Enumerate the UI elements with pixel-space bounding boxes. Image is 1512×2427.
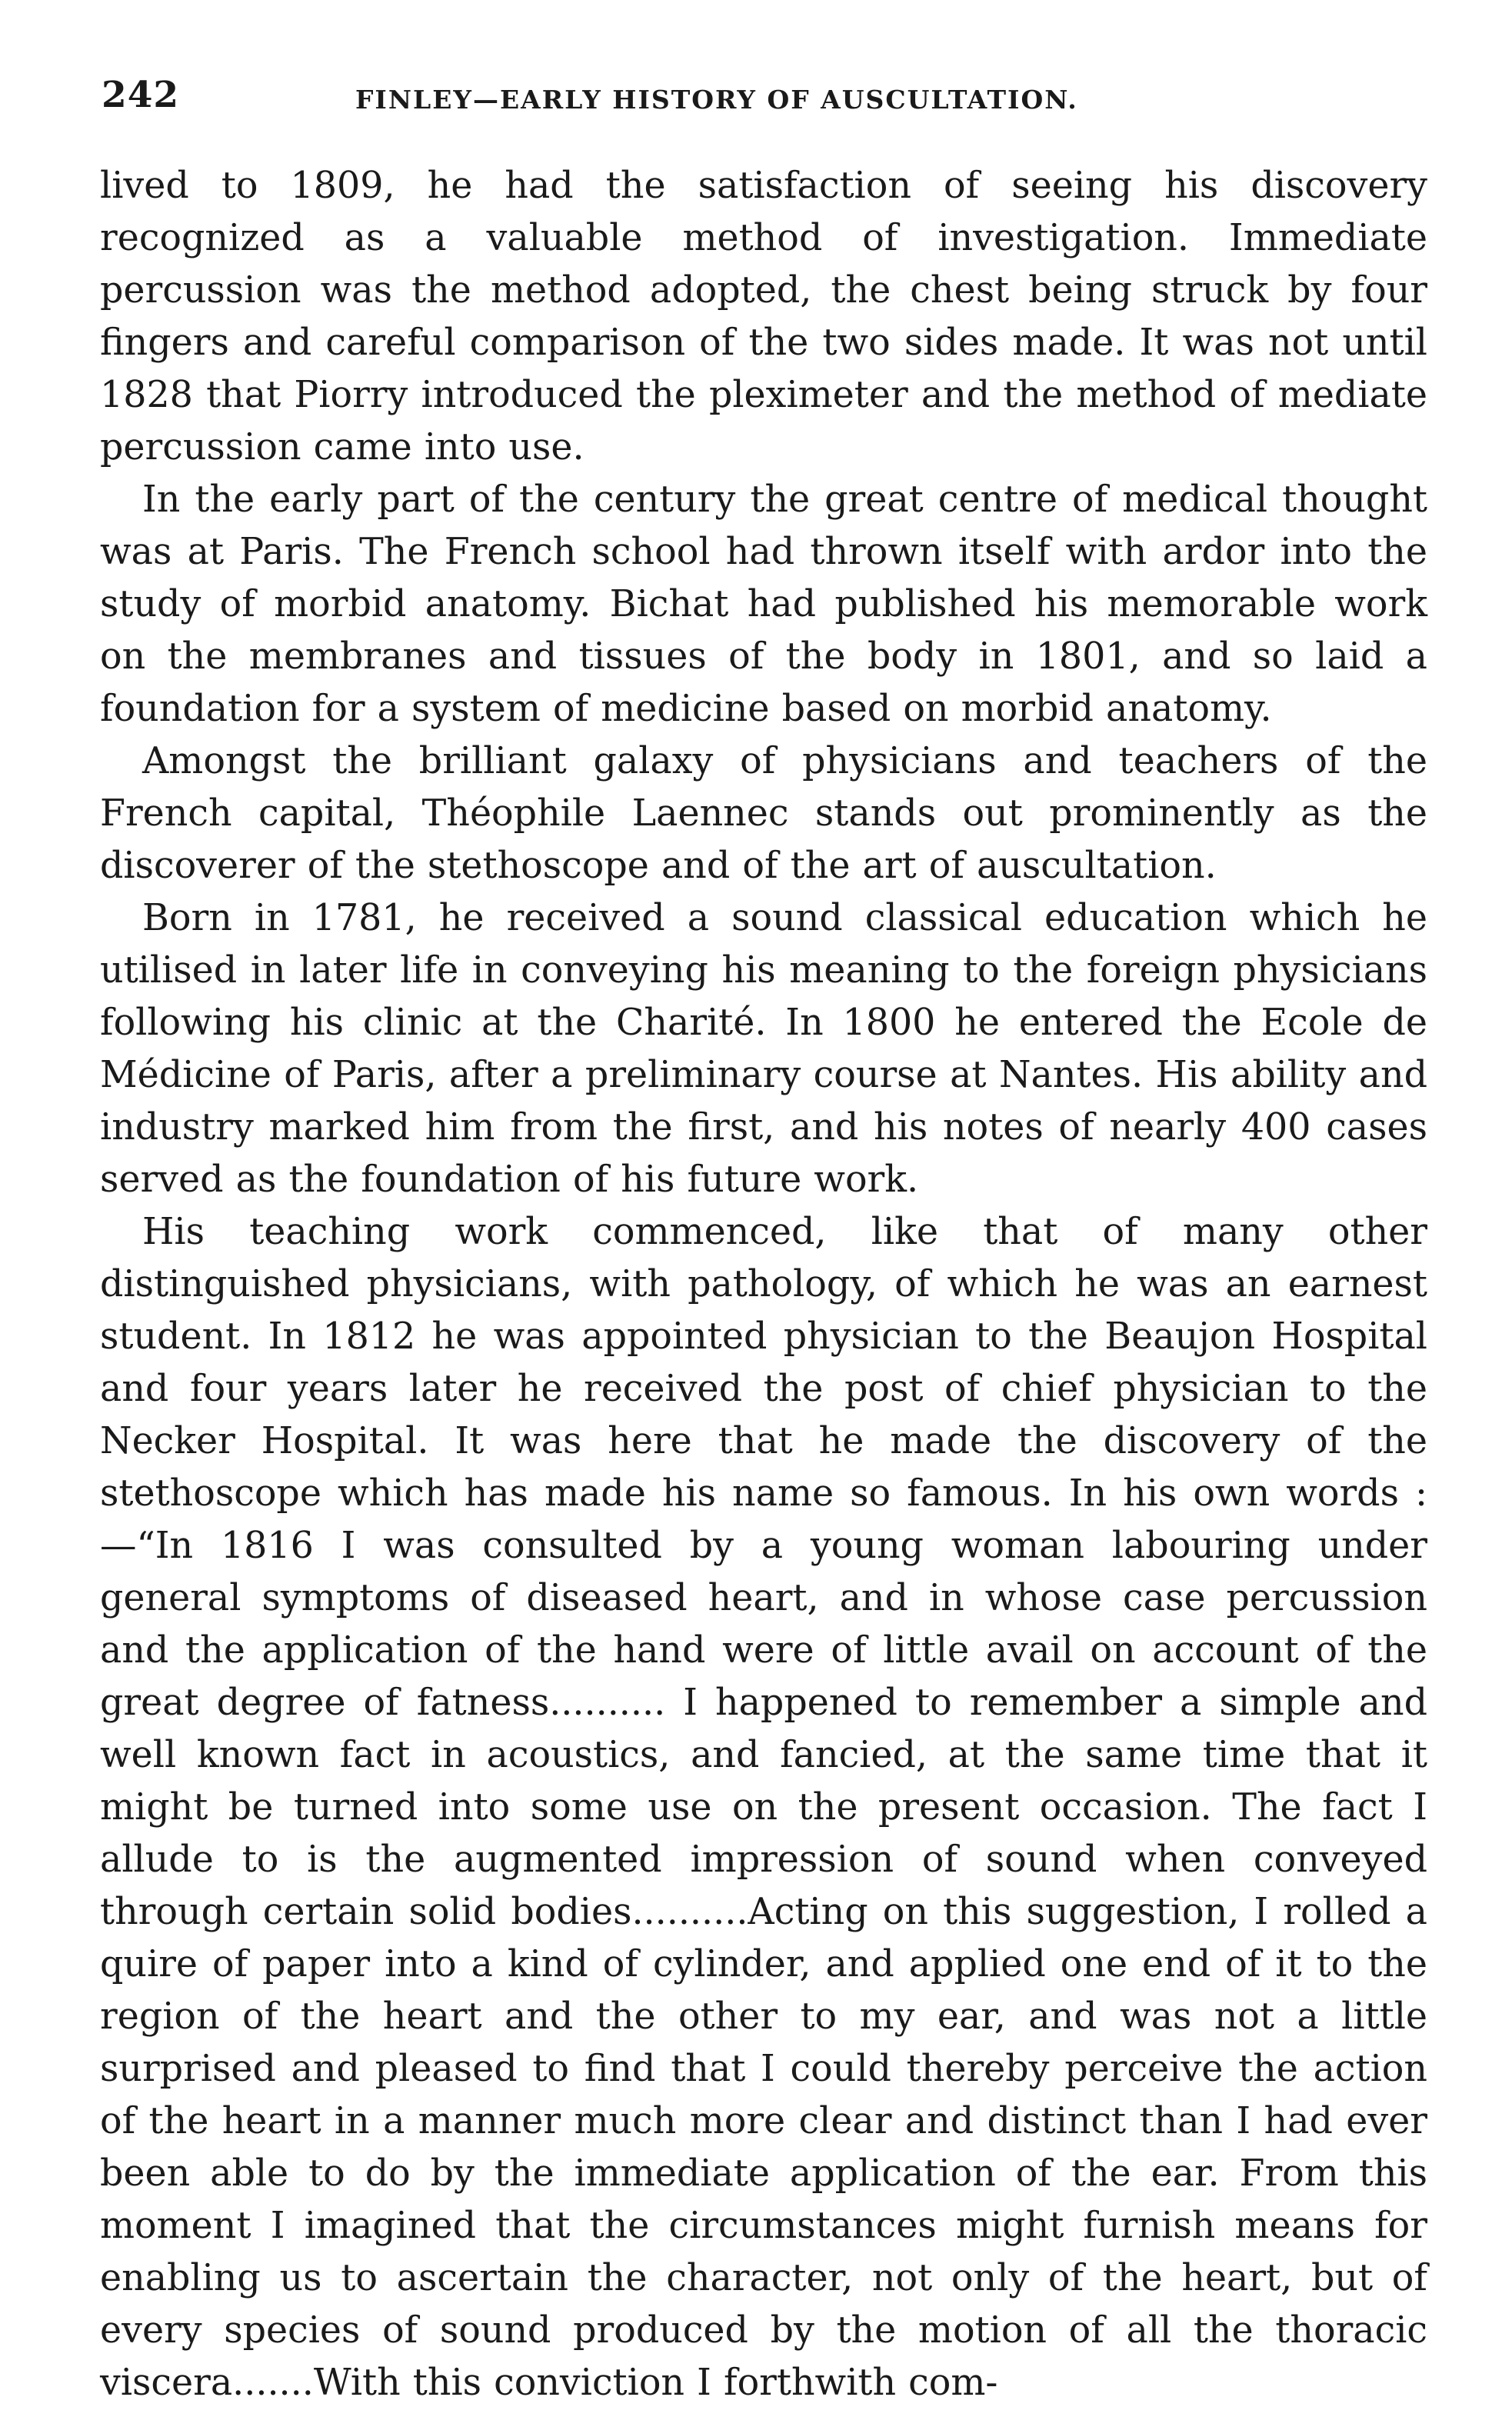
body-text [100,160,1427,2409]
paragraph-laennec-intro: Amongst the brilliant galaxy of physicians and teachers of the French capital, Théophile Laennec stands out prominently as the discoverer of the stethoscope and of the art of auscultation. [100,740,1427,887]
paragraph-stethoscope-discovery: His teaching work commenced, like that of many other distinguished physicians, with pathology, of which he was an earnest student. In 1812 he was appointed physician to the Beaujon Hospital and four years later he received the post of chief physician to the Necker Hospital. It was here that he made the discovery of the stethoscope which has made his name so famous. In his own words :—“In 1816 I was consulted by a young woman labouring under general symptoms of diseased heart, and in whose case percussion and the application of the hand were of little avail on account of the great degree of fatness.......... I happened to remember a simple and well known fact in acoustics, and fancied, at the same time that it might be turned into some use on the present occasion. The fact I allude to is the augmented impression of sound when conveyed through certain solid bodies..........Acting on this suggestion, I rolled a quire of paper into a kind of cylinder, and applied one end of it to the region of the heart and the other to my ear, and was not a little surprised and pleased to find that I could thereby perceive the action of the heart in a manner much more clear and distinct than I had ever been able to do by the immediate application of the ear. From this moment I imagined that the circumstances might furnish means for enabling us to ascertain the character, not only of the heart, but of every species of sound produced by the motion of all the thoracic viscera.......With this conviction I forthwith com- [100,1211,1427,2404]
paragraph-paris-school: In the early part of the century the great centre of medical thought was at Paris. The French school had thrown itself with ardor into the study of morbid anatomy. Bichat had published his memorable work on the membranes and tissues of the body in 1801, and so laid a foundation for a system of medicine based on morbid anatomy. [100,478,1427,730]
running-head: FINLEY—EARLY HISTORY OF AUSCULTATION. [355,85,1078,115]
page-header [102,74,1424,135]
paragraph-continuation: lived to 1809, he had the satisfaction of seeing his discovery recognized as a valuable method of investigation. Immediate percussion was the method adopted, the chest being struck by four fingers and careful comparison of the two sides made. It was not until 1828 that Piorry introduced the pleximeter and the method of mediate percussion came into use. [100,165,1427,468]
page-number: 242 [102,74,180,116]
paragraph-laennec-education: Born in 1781, he received a sound classical education which he utilised in later life in conveying his meaning to the foreign physicians following his clinic at the Charité. In 1800 he entered the Ecole de Médicine of Paris, after a preliminary course at Nantes. His ability and industry marked him from the first, and his notes of nearly 400 cases served as the foundation of his future work. [100,897,1427,1201]
